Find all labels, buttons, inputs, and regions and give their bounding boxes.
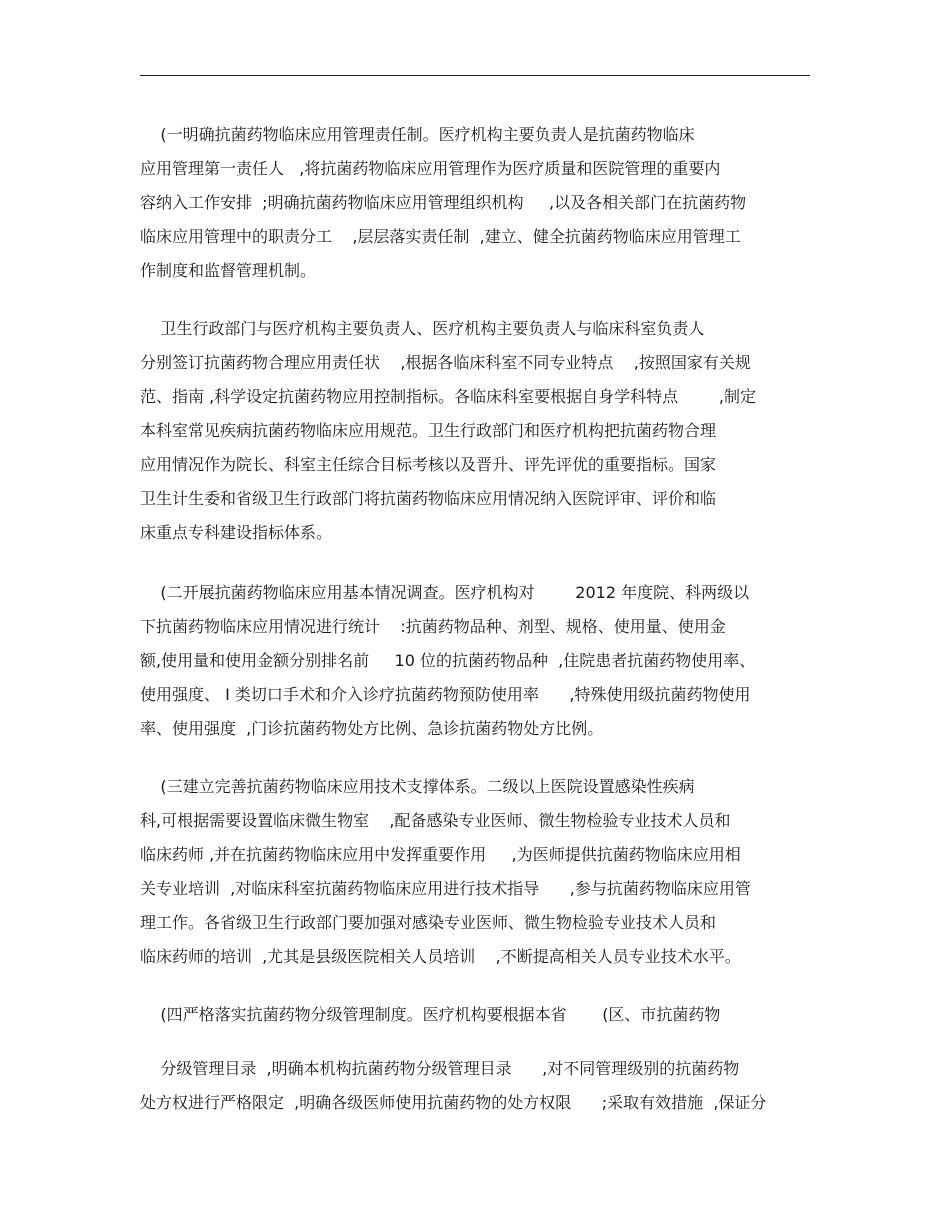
text-line: 卫生计生委和省级卫生行政部门将抗菌药物临床应用情况纳入医院评审、评价和临 (140, 489, 717, 508)
text-line: 分级管理目录 ,明确本机构抗菌药物分级管理目录 ,对不同管理级别的抗菌药物 (140, 1059, 740, 1078)
paragraph-5 (140, 998, 805, 1032)
text-line: 容纳入工作安排 ;明确抗菌药物临床应用管理组织机构 ,以及各相关部门在抗菌药物 (140, 193, 747, 212)
paragraph-2 (140, 312, 805, 550)
paragraph-6 (140, 1052, 805, 1120)
text-line: (二开展抗菌药物临床应用基本情况调查。医疗机构对 2012 年度院、科两级以 (140, 583, 750, 602)
text-line: 理工作。各省级卫生行政部门要加强对感染专业医师、微生物检验专业技术人员和 (140, 913, 717, 932)
text-line: 率、使用强度 ,门诊抗菌药物处方比例、急诊抗菌药物处方比例。 (140, 719, 604, 738)
paragraph-3 (140, 576, 805, 746)
text-line: 应用情况作为院长、科室主任综合目标考核以及晋升、评先评优的重要指标。国家 (140, 455, 717, 474)
text-line: 范、指南 ,科学设定抗菌药物应用控制指标。各临床科室要根据自身学科特点 ,制定 (140, 387, 756, 406)
text-line: 临床药师 ,并在抗菌药物临床应用中发挥重要作用 ,为医师提供抗菌药物临床应用相 (140, 845, 741, 864)
text-line: 作制度和监督管理机制。 (140, 261, 317, 280)
paragraph-4 (140, 770, 805, 974)
text-line: 处方权进行严格限定 ,明确各级医师使用抗菌药物的处方权限 ;采取有效措施 ,保证分 (140, 1093, 767, 1112)
text-line: 下抗菌药物临床应用情况进行统计 :抗菌药物品种、剂型、规格、使用量、使用金 (140, 617, 726, 636)
text-line: (一明确抗菌药物临床应用管理责任制。医疗机构主要负责人是抗菌药物临床 (140, 125, 695, 144)
header-divider (140, 75, 810, 76)
text-line: 临床药师的培训 ,尤其是县级医院相关人员培训 ,不断提高相关人员专业技术水平。 (140, 947, 741, 966)
text-line: 床重点专科建设指标体系。 (140, 523, 333, 542)
text-line: 本科室常见疾病抗菌药物临床应用规范。卫生行政部门和医疗机构把抗菌药物合理 (140, 421, 717, 440)
text-line: 关专业培训 ,对临床科室抗菌药物临床应用进行技术指导 ,参与抗菌药物临床应用管 (140, 879, 751, 898)
text-line: 额,使用量和使用金额分别排名前 10 位的抗菌药物品种 ,住院患者抗菌药物使用率、 (140, 651, 756, 670)
text-line: 卫生行政部门与医疗机构主要负责人、医疗机构主要负责人与临床科室负责人 (140, 319, 705, 338)
paragraph-1 (140, 118, 805, 288)
text-line: (三建立完善抗菌药物临床应用技术支撑体系。二级以上医院设置感染性疾病 (140, 777, 695, 796)
text-line: 临床应用管理中的职责分工 ,层层落实责任制 ,建立、健全抗菌药物临床应用管理工 (140, 227, 741, 246)
text-line: 使用强度、 I 类切口手术和介入诊疗抗菌药物预防使用率 ,特殊使用级抗菌药物使用 (140, 685, 751, 704)
text-line: 科,可根据需要设置临床微生物室 ,配备感染专业医师、微生物检验专业技术人员和 (140, 811, 731, 830)
text-line: 应用管理第一责任人 ,将抗菌药物临床应用管理作为医疗质量和医院管理的重要内 (140, 159, 721, 178)
text-line: (四严格落实抗菌药物分级管理制度。医疗机构要根据本省 (区、市抗菌药物 (140, 1005, 721, 1024)
text-line: 分别签订抗菌药物合理应用责任状 ,根据各临床科室不同专业特点 ,按照国家有关规 (140, 353, 751, 372)
